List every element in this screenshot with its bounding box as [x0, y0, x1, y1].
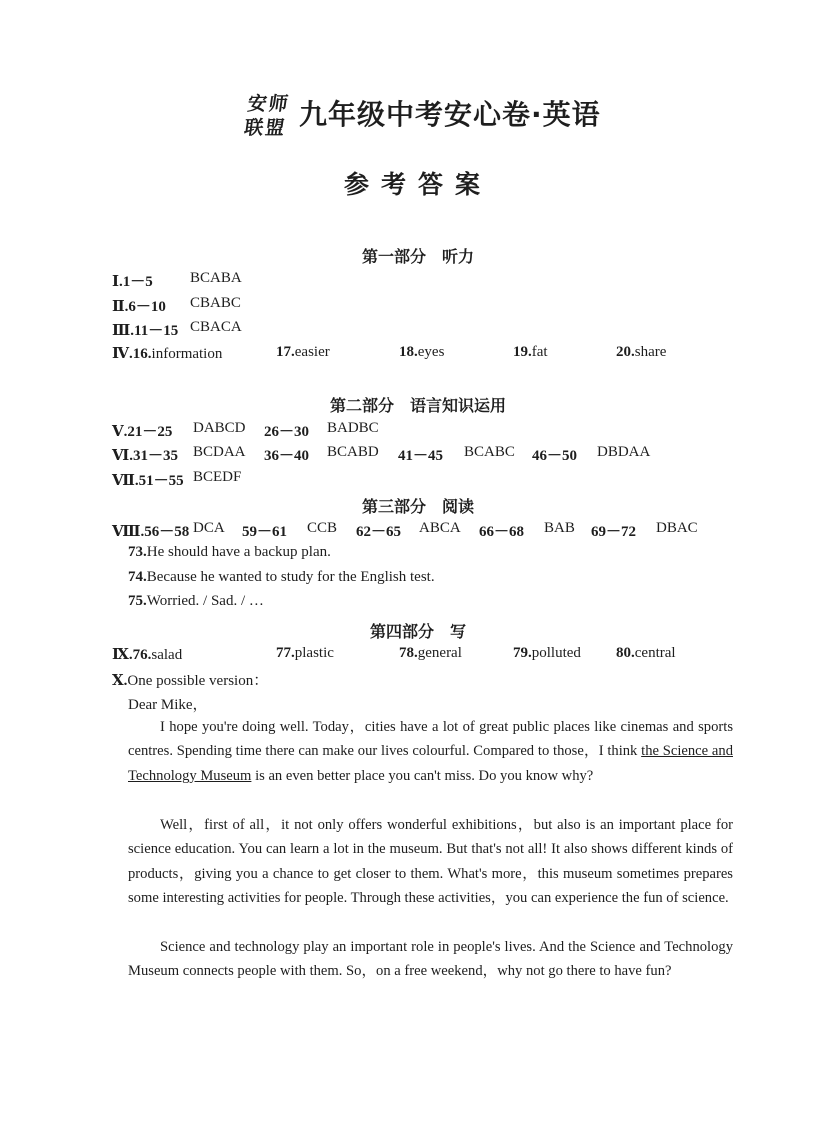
- essay-intro-text: One possible version：: [127, 673, 269, 689]
- answer-text: Because he wanted to study for the English test.: [146, 569, 435, 585]
- roman-numeral: Ⅹ.: [112, 673, 128, 689]
- section-heading-part2: 第二部分 语言知识运用: [329, 396, 506, 415]
- question-number: 80.: [616, 645, 635, 661]
- roman-numeral: Ⅷ.: [112, 524, 145, 540]
- answer-row-5: [112, 420, 172, 441]
- answer-item: [616, 344, 666, 361]
- question-number: 20.: [616, 344, 635, 360]
- essay-greeting: Dear Mike，: [128, 697, 208, 713]
- answer-letters: BCABA: [190, 270, 242, 286]
- answer-row-6: [112, 444, 178, 465]
- underlined-phrase: the Science and Technology Museum: [128, 743, 733, 784]
- answer-item: [399, 645, 462, 662]
- essay-text: I hope you're doing well. Today，cities have a lot of great public places like cinemas and sports centres. Spending time there can make our lives colourful. Compared to those，I think: [128, 719, 733, 760]
- question-number: 79.: [513, 645, 532, 661]
- question-range: 31－35: [133, 448, 179, 464]
- answer-item: [616, 645, 676, 662]
- question-range: 69－72: [591, 524, 637, 540]
- question-number: 73.: [128, 544, 147, 560]
- answer-row-7: [112, 469, 184, 490]
- roman-numeral: Ⅳ.: [112, 346, 133, 362]
- question-range: 21－25: [127, 424, 173, 440]
- essay-paragraph-1: [128, 715, 733, 788]
- answer-letters: DABCD: [193, 420, 246, 436]
- answer-text: Worried. / Sad. / …: [146, 593, 264, 609]
- question-range: 36－40: [264, 448, 310, 464]
- answer-letters: DBAC: [656, 520, 698, 536]
- roman-numeral: Ⅰ.: [112, 274, 123, 290]
- question-range: 59－61: [242, 524, 288, 540]
- answer-word: salad: [151, 647, 183, 663]
- answer-letters: ABCA: [419, 520, 461, 536]
- answer-word: information: [151, 346, 223, 362]
- answer-word: eyes: [417, 344, 445, 360]
- essay-paragraph-3: Science and technology play an important role in people's lives. And the Science and Technology Museum connects people with them. So，on a free weekend，why not go there to have fun?: [128, 939, 733, 980]
- roman-numeral: Ⅶ.: [112, 473, 139, 489]
- answer-row-9: [112, 645, 182, 664]
- answer-word: fat: [531, 344, 548, 360]
- answer-letters: BCDAA: [193, 444, 246, 460]
- question-number: 78.: [399, 645, 418, 661]
- question-range: 62－65: [356, 524, 402, 540]
- answer-letters: CBACA: [190, 319, 242, 335]
- answer-text: He should have a backup plan.: [146, 544, 331, 560]
- publisher-logo: [243, 92, 302, 140]
- short-answer-75: [128, 593, 264, 610]
- answer-item: [399, 344, 444, 361]
- answer-word: central: [634, 645, 676, 661]
- essay-intro: [112, 669, 268, 690]
- question-range: 26－30: [264, 424, 310, 440]
- question-range: 66－68: [479, 524, 525, 540]
- question-range: 1－5: [122, 274, 153, 290]
- question-number: 18.: [399, 344, 418, 360]
- answer-item: [276, 344, 330, 361]
- roman-numeral: Ⅴ.: [112, 424, 128, 440]
- answer-letters: BADBC: [327, 420, 379, 436]
- essay-paragraph-2: Well，first of all，it not only offers wonderful exhibitions，but also is an important place for science education. You can learn a lot in the museum. But that's not all! It also shows different kinds of products，giving you a chance to get closer to them. What's more，this museum sometimes prepares some interesting activities for people. Through these activities，you can experience the fun of science.: [128, 817, 733, 907]
- question-number: 76.: [132, 647, 152, 663]
- answer-word: plastic: [294, 645, 334, 661]
- page-subtitle: 参考答案: [343, 170, 492, 199]
- section-heading-part1: 第一部分 听力: [361, 247, 474, 266]
- answer-letters: BCABC: [464, 444, 515, 460]
- answer-word: share: [634, 344, 667, 360]
- question-number: 74.: [128, 569, 147, 585]
- answer-word: easier: [294, 344, 330, 360]
- question-range: 6－10: [128, 299, 166, 315]
- answer-row-4: [112, 344, 222, 363]
- answer-item: [276, 645, 334, 662]
- answer-word: polluted: [531, 645, 581, 661]
- answer-letters: CCB: [307, 520, 338, 536]
- answer-item: [513, 344, 548, 361]
- short-answer-73: [128, 544, 331, 561]
- question-range: 46－50: [532, 448, 578, 464]
- answer-letters: BCABD: [327, 444, 379, 460]
- roman-numeral: Ⅲ.: [112, 323, 135, 339]
- answer-letters: BCEDF: [193, 469, 242, 485]
- question-number: 16.: [132, 346, 152, 362]
- answer-letters: DBDAA: [597, 444, 651, 460]
- question-number: 17.: [276, 344, 295, 360]
- question-range: 11－15: [134, 323, 179, 339]
- question-number: 77.: [276, 645, 295, 661]
- answer-row-2: [112, 295, 166, 316]
- answer-letters: CBABC: [190, 295, 241, 311]
- answer-row-3: [112, 319, 178, 340]
- question-range: 41－45: [398, 448, 444, 464]
- logo-line-1: 安师: [246, 93, 292, 115]
- roman-numeral: Ⅱ.: [112, 299, 129, 315]
- page-title: 九年级中考安心卷·英语: [299, 98, 601, 131]
- answer-letters: DCA: [193, 520, 225, 536]
- roman-numeral: Ⅸ.: [112, 647, 133, 663]
- question-number: 19.: [513, 344, 532, 360]
- logo-line-2: 联盟: [242, 117, 288, 139]
- question-number: 75.: [128, 593, 147, 609]
- short-answer-74: [128, 569, 435, 586]
- question-range: 56－58: [144, 524, 190, 540]
- essay-text: is an even better place you can't miss. Do you know why?: [251, 767, 594, 784]
- answer-word: general: [417, 645, 462, 661]
- roman-numeral: Ⅵ.: [112, 448, 133, 464]
- answer-row-1: [112, 270, 153, 291]
- section-heading-part4: 第四部分 写: [369, 622, 466, 641]
- section-heading-part3: 第三部分 阅读: [361, 497, 474, 516]
- question-range: 51－55: [138, 473, 184, 489]
- answer-row-8: [112, 520, 189, 541]
- answer-letters: BAB: [544, 520, 575, 536]
- answer-item: [513, 645, 581, 662]
